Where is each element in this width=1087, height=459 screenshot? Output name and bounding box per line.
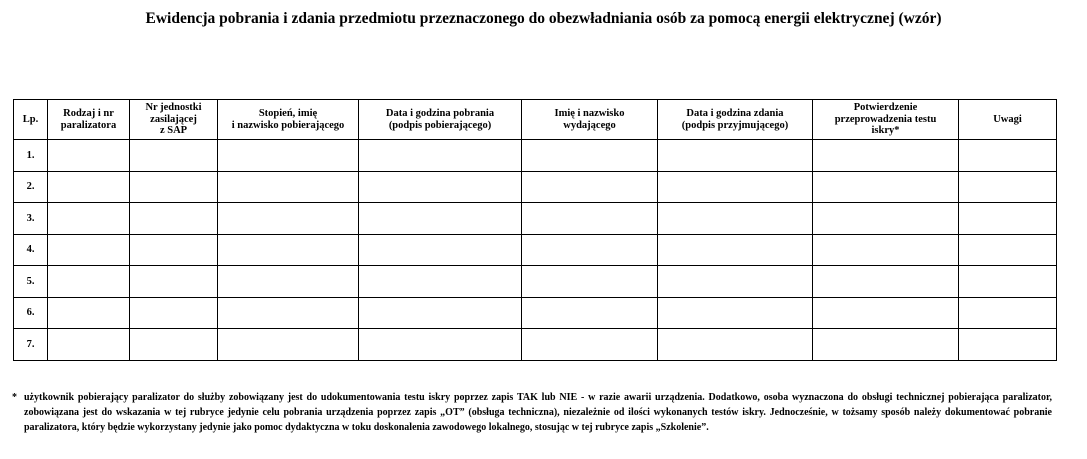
- header-lp: Lp.: [14, 100, 48, 140]
- header-collector-name: Stopień, imię i nazwisko pobierającego: [218, 100, 359, 140]
- table-row: [14, 203, 1057, 235]
- cell-power-unit-number[interactable]: [130, 203, 218, 235]
- table-row: [14, 297, 1057, 329]
- cell-taser-type[interactable]: [48, 329, 130, 361]
- cell-issuer-name[interactable]: [522, 329, 658, 361]
- footnote-text: użytkownik pobierający paralizator do służby zobowiązany jest do udokumentowania testu iskry poprzez zapis TAK lub NIE - w razie awarii urządzenia. Dodatkowo, osoba wyznaczona do obsługi technicznej pobierająca paralizator, zobowiązana jest do wskazania w tej rubryce jedynie celu pobrania urządzenia poprzez zapis „OT” (obsługa techniczna), niezależnie od ilości wykonanych testów iskry. Jednocześnie, w tożsamy sposób należy dokumentować pobranie paralizatora, który będzie wykorzystany jedynie jako pomoc dydaktyczna w toku doskonalenia zawodowego lokalnego, stosując w tej rubryce zapis „Szkolenie”.: [24, 392, 1052, 433]
- cell-spark-test[interactable]: [813, 203, 959, 235]
- cell-return-date[interactable]: [658, 329, 813, 361]
- cell-spark-test[interactable]: [813, 140, 959, 172]
- cell-collection-date[interactable]: [359, 329, 522, 361]
- header-spark-test: Potwierdzenie przeprowadzenia testu iskry*: [813, 100, 959, 140]
- cell-collector-name[interactable]: [218, 234, 359, 266]
- cell-issuer-name[interactable]: [522, 140, 658, 172]
- cell-spark-test[interactable]: [813, 171, 959, 203]
- header-taser-type: Rodzaj i nr paralizatora: [48, 100, 130, 140]
- cell-collection-date[interactable]: [359, 266, 522, 298]
- cell-return-date[interactable]: [658, 203, 813, 235]
- row-number: 6.: [14, 297, 48, 329]
- row-number: 4.: [14, 234, 48, 266]
- table-row: [14, 266, 1057, 298]
- cell-return-date[interactable]: [658, 171, 813, 203]
- cell-power-unit-number[interactable]: [130, 140, 218, 172]
- document-title: Ewidencja pobrania i zdania przedmiotu przeznaczonego do obezwładniania osób za pomocą energii elektrycznej (wzór): [145, 10, 942, 27]
- cell-return-date[interactable]: [658, 234, 813, 266]
- cell-issuer-name[interactable]: [522, 203, 658, 235]
- header-return-date: Data i godzina zdania (podpis przyjmującego): [658, 100, 813, 140]
- cell-remarks[interactable]: [959, 140, 1057, 172]
- cell-remarks[interactable]: [959, 329, 1057, 361]
- row-number: 5.: [14, 266, 48, 298]
- header-remarks: Uwagi: [959, 100, 1057, 140]
- cell-return-date[interactable]: [658, 266, 813, 298]
- cell-collector-name[interactable]: [218, 297, 359, 329]
- cell-taser-type[interactable]: [48, 171, 130, 203]
- header-issuer-name: Imię i nazwisko wydającego: [522, 100, 658, 140]
- cell-remarks[interactable]: [959, 297, 1057, 329]
- cell-power-unit-number[interactable]: [130, 171, 218, 203]
- cell-spark-test[interactable]: [813, 266, 959, 298]
- cell-taser-type[interactable]: [48, 203, 130, 235]
- cell-power-unit-number[interactable]: [130, 266, 218, 298]
- cell-collection-date[interactable]: [359, 234, 522, 266]
- cell-remarks[interactable]: [959, 203, 1057, 235]
- cell-issuer-name[interactable]: [522, 266, 658, 298]
- header-collection-date: Data i godzina pobrania (podpis pobierającego): [359, 100, 522, 140]
- cell-power-unit-number[interactable]: [130, 297, 218, 329]
- cell-collection-date[interactable]: [359, 203, 522, 235]
- cell-collection-date[interactable]: [359, 140, 522, 172]
- table-row: [14, 171, 1057, 203]
- row-number: 3.: [14, 203, 48, 235]
- cell-issuer-name[interactable]: [522, 297, 658, 329]
- cell-power-unit-number[interactable]: [130, 234, 218, 266]
- table-row: [14, 329, 1057, 361]
- cell-remarks[interactable]: [959, 171, 1057, 203]
- cell-taser-type[interactable]: [48, 266, 130, 298]
- cell-spark-test[interactable]: [813, 297, 959, 329]
- cell-issuer-name[interactable]: [522, 171, 658, 203]
- cell-collector-name[interactable]: [218, 266, 359, 298]
- cell-collection-date[interactable]: [359, 297, 522, 329]
- cell-taser-type[interactable]: [48, 234, 130, 266]
- cell-spark-test[interactable]: [813, 329, 959, 361]
- cell-taser-type[interactable]: [48, 140, 130, 172]
- cell-return-date[interactable]: [658, 140, 813, 172]
- table-row: [14, 140, 1057, 172]
- cell-return-date[interactable]: [658, 297, 813, 329]
- cell-power-unit-number[interactable]: [130, 329, 218, 361]
- cell-remarks[interactable]: [959, 234, 1057, 266]
- cell-collector-name[interactable]: [218, 171, 359, 203]
- cell-collection-date[interactable]: [359, 171, 522, 203]
- header-row: [14, 100, 1057, 140]
- footnote: [12, 390, 1052, 435]
- cell-taser-type[interactable]: [48, 297, 130, 329]
- cell-remarks[interactable]: [959, 266, 1057, 298]
- cell-issuer-name[interactable]: [522, 234, 658, 266]
- cell-collector-name[interactable]: [218, 329, 359, 361]
- row-number: 2.: [14, 171, 48, 203]
- cell-collector-name[interactable]: [218, 203, 359, 235]
- table-row: [14, 234, 1057, 266]
- cell-collector-name[interactable]: [218, 140, 359, 172]
- row-number: 7.: [14, 329, 48, 361]
- footnote-marker: *: [12, 392, 17, 403]
- header-power-unit-number: Nr jednostki zasilającej z SAP: [130, 100, 218, 140]
- register-table: [13, 99, 1057, 361]
- cell-spark-test[interactable]: [813, 234, 959, 266]
- row-number: 1.: [14, 140, 48, 172]
